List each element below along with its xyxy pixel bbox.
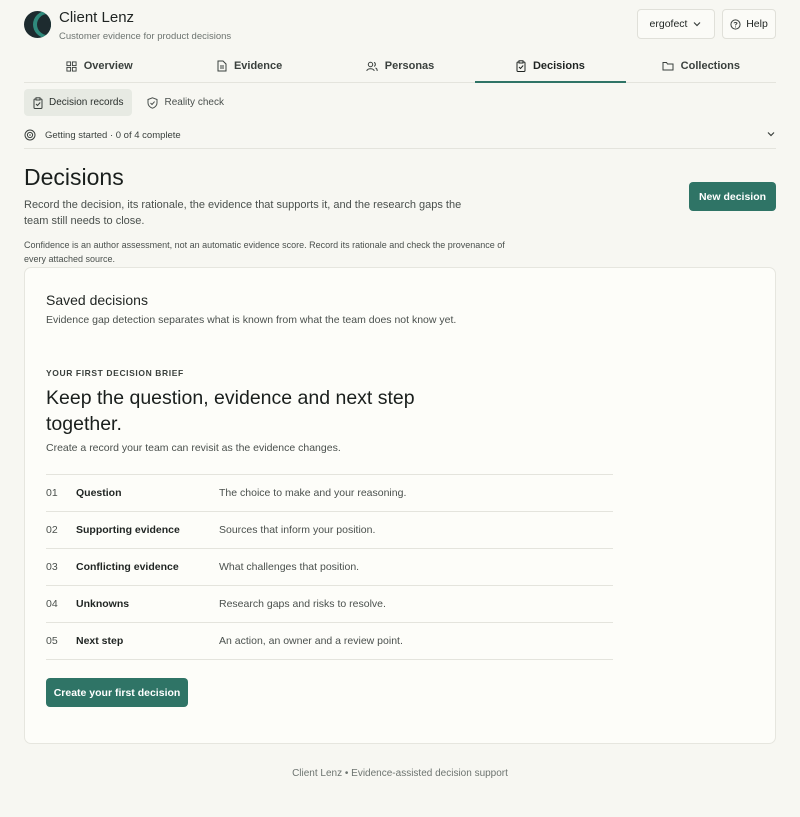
tab-decisions[interactable] [475,50,625,82]
tab-label: Personas [384,60,435,72]
tab-evidence[interactable] [174,50,324,82]
sub-nav [24,89,233,116]
step-label: Unknowns [76,598,130,610]
clipboard-check-icon [33,97,43,109]
step-number: 01 [46,487,58,499]
confidence-note: Confidence is an author assessment, not an automatic evidence score. Record its rationale and check the provenance of every attached source. [24,240,505,264]
brief-eyebrow: YOUR FIRST DECISION BRIEF [46,368,184,378]
list-item [46,623,613,660]
main-nav [24,50,776,83]
help-button[interactable] [722,9,776,39]
step-label: Question [76,487,122,499]
page-description: Record the decision, its rationale, the evidence that supports it, and the research gaps the team still needs to close. [24,199,462,227]
step-number: 03 [46,561,58,573]
tab-label: Evidence [233,60,283,72]
shield-check-icon [147,97,158,109]
step-description: What challenges that position. [219,561,360,573]
help-label: Help [746,18,768,30]
brief-subtitle: Create a record your team can revisit as the evidence changes. [46,442,341,454]
tab-collections[interactable] [626,50,776,82]
step-label: Conflicting evidence [76,561,179,573]
brand-title: Client Lenz [59,9,135,26]
workspace-label: ergofect [649,18,688,30]
step-number: 05 [46,635,58,647]
workspace-switcher[interactable] [637,9,715,39]
page-title: Decisions [24,164,124,190]
chevron-down-icon [692,19,702,29]
card-title: Saved decisions [46,292,148,308]
list-item [46,586,613,623]
step-description: An action, an owner and a review point. [219,635,403,647]
step-description: Research gaps and risks to resolve. [219,598,386,610]
subtab-reality-check[interactable] [138,89,232,116]
users-icon [366,61,378,72]
step-number: 04 [46,598,58,610]
target-icon [24,129,36,141]
help-circle-icon [730,19,741,30]
step-description: Sources that inform your position. [219,524,376,536]
getting-started-label: Getting started · 0 of 4 complete [45,129,181,141]
tab-label: Decisions [532,60,585,72]
chevron-down-icon [766,129,776,139]
list-item [46,549,613,586]
tab-personas[interactable] [325,50,475,82]
list-item [46,512,613,549]
tab-label: Collections [680,60,740,72]
folder-icon [662,61,674,71]
brand-logo [24,11,51,38]
brand-subtitle: Customer evidence for product decisions [59,31,232,42]
step-label: Supporting evidence [76,524,180,536]
clipboard-check-icon [516,60,526,72]
tab-overview[interactable] [24,50,174,82]
brief-steps-list [46,474,613,660]
grid-icon [66,61,77,72]
list-item [46,475,613,512]
document-icon [217,60,227,72]
footer-text: Client Lenz • Evidence-assisted decision support [292,768,508,779]
subtab-decision-records[interactable] [24,89,132,116]
app-header [24,0,776,50]
subtab-label: Reality check [164,97,224,108]
tab-label: Overview [83,60,133,72]
saved-decisions-card [24,267,776,744]
card-description: Evidence gap detection separates what is known from what the team does not know yet. [46,314,457,326]
step-description: The choice to make and your reasoning. [219,487,407,499]
subtab-label: Decision records [49,97,124,108]
new-decision-button[interactable]: New decision [689,182,776,211]
brief-headline: Keep the question, evidence and next step together. [46,387,415,435]
step-label: Next step [76,635,124,647]
step-number: 02 [46,524,58,536]
create-first-decision-button[interactable]: Create your first decision [46,678,188,707]
getting-started-toggle[interactable] [24,122,776,149]
